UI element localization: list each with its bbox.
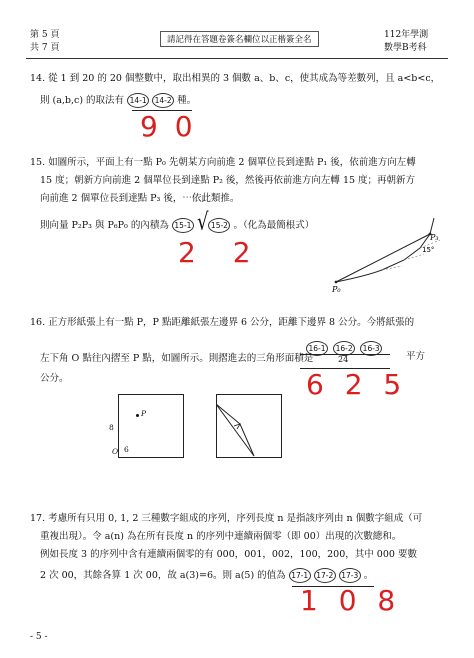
q16-unit: 平方 xyxy=(406,351,426,362)
q17-suffix: 。 xyxy=(363,570,374,581)
q17-line4 xyxy=(40,568,373,583)
point-p xyxy=(136,414,139,417)
answer-slot-14-2: 14-2 xyxy=(152,93,174,108)
q16-line2: 左下角 O 點往內摺至 P 點，如圖所示。則摺進去的三角形面積是 xyxy=(40,353,314,364)
q16-line3: 公分。 xyxy=(40,373,69,384)
label-six: 6 xyxy=(124,445,129,454)
q17-prefix: 2 次 00，其餘各算 1 次 00，故 a(3)=6。則 a(5) 的值為 xyxy=(40,570,286,581)
q16-fraction-slots xyxy=(306,336,382,356)
label-p3: P₃ xyxy=(430,233,439,242)
q15-line2: 15 度；朝新方向前進 2 個單位長到達點 P₂ 後，然後再依前進方向左轉 15 度；再朝新方 xyxy=(40,175,416,186)
q15-line4 xyxy=(40,208,315,236)
answer-slot-15-1: 15-1 xyxy=(172,218,194,233)
answer-slot-17-3: 17-3 xyxy=(339,568,361,583)
footer-page-number: - 5 - xyxy=(30,632,48,642)
q15-line1: 15. 如圖所示，平面上有一點 P₀ 先朝某方向前進 2 個單位長到達點 P₁ 後，依前進方向左轉 xyxy=(30,157,416,168)
answer-slot-15-2: 15-2 xyxy=(208,218,230,233)
q15-handwritten-answer: 2 2 xyxy=(178,236,265,269)
label-eight: 8 xyxy=(109,423,114,432)
answer-slot-14-1: 14-1 xyxy=(127,93,149,108)
q14-line1: 14. 從 1 到 20 的 20 個整數中，取出相異的 3 個數 a、b、c，使其成為等差數列，且 a<b<c， xyxy=(30,73,441,84)
q17-handwritten-answer: 1 0 8 xyxy=(300,584,402,617)
q17-line2: 重複出現）。令 a(n) 為在所有長度 n 的序列中連續兩個零（即 00）出現的次數總和。 xyxy=(40,531,402,542)
q17-line1: 17. 考慮所有只用 0, 1, 2 三種數字組成的序列，序列長度 n 是指該序列由 n 個數字組成（可 xyxy=(30,513,423,524)
q16-line1: 16. 正方形紙張上有一點 P，P 點距離紙張左邊界 6 公分，距離下邊界 8 公分。今將紙張的 xyxy=(30,317,415,328)
angle-label: 15° xyxy=(422,246,435,254)
q17-line3: 例如長度 3 的序列中含有連續兩個零的有 000，001，002，100，200，其中 000 要數 xyxy=(40,549,417,560)
total-pages: 共 7 頁 xyxy=(30,43,60,53)
answer-slot-16-2: 16-2 xyxy=(333,341,355,356)
answer-slot-17-2: 17-2 xyxy=(314,568,336,583)
q15-line3: 向前進 2 個單位長到達點 P₃ 後，⋯依此類推。 xyxy=(40,193,240,204)
label-o: O xyxy=(112,447,119,456)
q15-suffix: 。（化為最簡根式） xyxy=(233,220,315,231)
page-number: 第 5 頁 xyxy=(30,30,60,40)
q14-line2 xyxy=(40,93,196,108)
subject-title: 數學B考科 xyxy=(384,43,427,53)
q14-handwritten-answer: 9 0 xyxy=(140,110,197,143)
q15-polygon-figure xyxy=(318,210,448,295)
answer-slot-16-3: 16-3 xyxy=(360,341,382,356)
sqrt-sign-icon: √ xyxy=(196,208,209,236)
exam-title: 112年學測 xyxy=(384,30,429,40)
answer-slot-17-1: 17-1 xyxy=(289,568,311,583)
fraction-denominator: 24 xyxy=(338,355,349,364)
q14-prefix: 則 (a,b,c) 的取法有 xyxy=(40,95,125,106)
header-rule xyxy=(26,58,448,59)
q15-prefix: 則向量 P₂P₃ 與 P₆P₀ 的內積為 xyxy=(40,220,169,231)
q16-handwritten-answer: 6 2 5 xyxy=(306,368,408,401)
label-p0: P₀ xyxy=(332,285,341,294)
signature-notice: 請記得在答題卷簽名欄位以正楷簽全名 xyxy=(160,31,319,47)
q14-suffix: 種。 xyxy=(177,95,197,106)
fold-triangle-figure xyxy=(216,394,282,458)
label-p: P xyxy=(141,409,147,418)
answer-slot-16-1: 16-1 xyxy=(306,341,328,356)
